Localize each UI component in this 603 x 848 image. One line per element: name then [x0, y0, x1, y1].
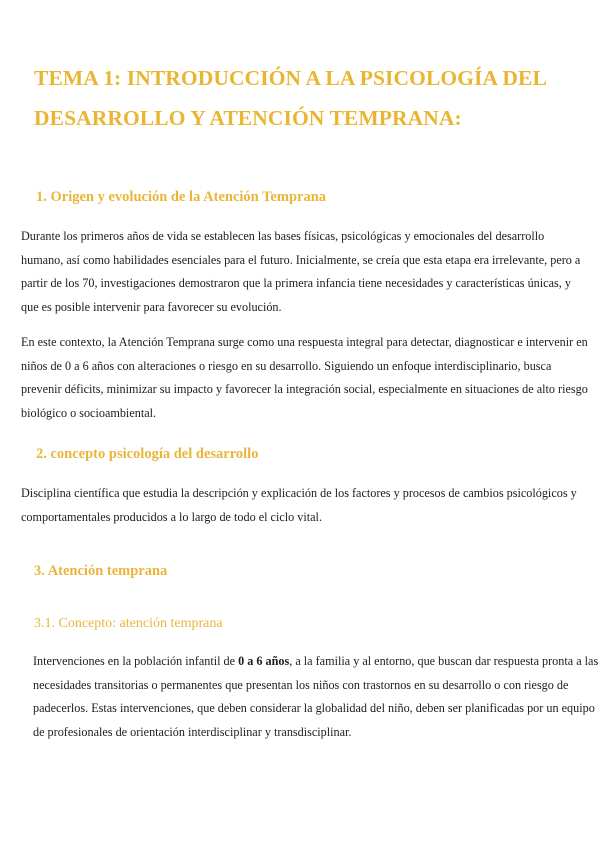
paragraph-text-after: , a la familia y al entorno, que buscan dar respuesta pronta a las necesidades transitorias o permanentes que presentan los niños con trastornos en su desarrollo o con riesgo de padecerlos. Estas intervenciones, que deben considerar la globalidad del niño, deben ser planificadas por un equipo de profesionales de orientación interdisciplinar y transdisciplinar.	[33, 654, 599, 739]
section-2-heading: 2. concepto psicología del desarrollo	[36, 446, 259, 462]
section-3-heading: 3. Atención temprana	[34, 563, 168, 579]
section-2-paragraph: Disciplina científica que estudia la descripción y explicación de los factores y procesos de cambios psicológicos y comportamentales producidos a lo largo de todo el ciclo vital.	[21, 486, 577, 524]
section-1-paragraph-1: Durante los primeros años de vida se establecen las bases físicas, psicológicas y emocionales del desarrollo humano, así como habilidades esenciales para el futuro. Inicialmente, se creía que esta etapa era irrelevante, pero a partir de los 70, investigaciones demostraron que la primera infancia tiene necesidades y características únicas, y que es posible intervenir para favorecer su evolución.	[21, 229, 581, 314]
page-title: TEMA 1: INTRODUCCIÓN A LA PSICOLOGÍA DEL DESARROLLO Y ATENCIÓN TEMPRANA:	[34, 66, 546, 130]
section-3-1-paragraph	[33, 650, 599, 744]
section-1-paragraph-2: En este contexto, la Atención Temprana surge como una respuesta integral para detectar, diagnosticar e intervenir en niños de 0 a 6 años con alteraciones o riesgo en su desarrollo. Siguiendo un enfoque interdisciplinario, busca prevenir déficits, minimizar su impacto y favorecer la integración social, especialmente en situaciones de alto riesgo biológico o socioambiental.	[21, 335, 588, 420]
paragraph-text-before: Intervenciones en la población infantil de	[33, 654, 239, 668]
paragraph-bold-age-range: 0 a 6 años	[238, 654, 290, 668]
section-3-1-subheading: 3.1. Concepto: atención temprana	[34, 616, 223, 631]
section-1-heading: 1. Origen y evolución de la Atención Temprana	[36, 189, 327, 205]
